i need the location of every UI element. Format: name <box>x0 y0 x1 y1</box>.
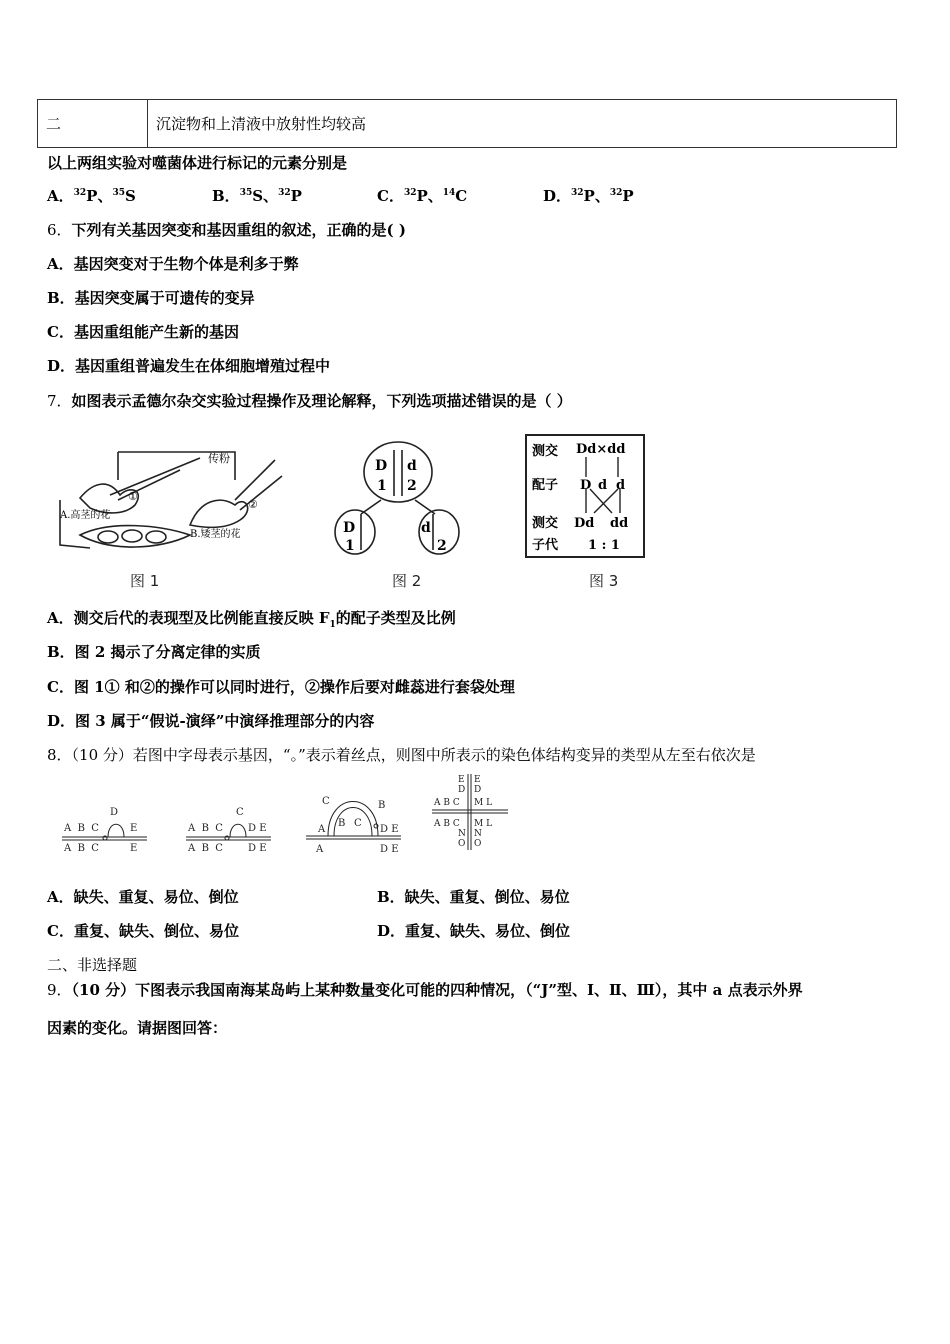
fig3-row2-label: 配子 <box>532 478 559 493</box>
q7-option-c: C．图 1① 和②的操作可以同时进行，②操作后要对雌蕊进行套袋处理 <box>47 678 515 696</box>
fig3-gamete-3: d <box>616 478 626 493</box>
fig1-label-b: B.矮茎的花 <box>190 529 241 540</box>
option-b: B．$^{35}$S、$^{32}$P <box>212 187 302 205</box>
section-heading: 二、非选择题 <box>47 956 138 974</box>
fig1-marker-1: ① <box>128 490 138 503</box>
q7-option-a: A．测交后代的表现型及比例能直接反映 $F_1$的配子类型及比例 <box>47 609 456 630</box>
q8-option-c: C．重复、缺失、倒位、易位 <box>47 922 239 940</box>
figure-3-testcross <box>524 433 648 559</box>
fig2-num-2: 2 <box>407 478 417 494</box>
fig2-num-1: 1 <box>377 478 387 494</box>
question-9-line1: 9．（10 分）下图表示我国南海某岛屿上某种数量变化可能的四种情况，（“J”型、Ⅰ、Ⅱ、Ⅲ），其中 a 点表示外界 <box>47 981 803 999</box>
figure-2-cell-division <box>333 440 463 558</box>
svg-text:D E: D E <box>248 843 267 854</box>
fig1-label-a: A.高茎的花 <box>60 510 111 521</box>
svg-text:B: B <box>378 800 386 811</box>
question-7: 7．如图表示孟德尔杂交实验过程操作及理论解释，下列选项描述错误的是（ ） <box>47 392 572 410</box>
q6-option-a: A．基因突变对于生物个体是利多于弊 <box>47 255 299 273</box>
q8-option-a: A．缺失、重复、易位、倒位 <box>47 888 239 906</box>
fig1-label-top: 传粉 <box>208 452 230 465</box>
fig3-gamete-2: d <box>598 478 608 493</box>
q6-option-b: B．基因突变属于可遗传的变异 <box>47 289 255 307</box>
svg-text:E: E <box>130 823 138 834</box>
svg-text:D: D <box>458 785 466 795</box>
svg-text:E: E <box>458 775 465 785</box>
svg-text:A B C: A B C <box>64 843 99 854</box>
svg-text:E: E <box>474 775 481 785</box>
figure-1-pollination <box>50 440 285 555</box>
q6-option-c: C．基因重组能产生新的基因 <box>47 323 239 341</box>
fig3-result-2: dd <box>610 516 629 531</box>
svg-text:D: D <box>110 807 119 818</box>
svg-text:A B C: A B C <box>188 823 223 834</box>
fig3-row3-label: 测交 <box>532 516 559 531</box>
fig3-row1-label: 测交 <box>532 444 559 459</box>
svg-text:D E: D E <box>380 844 399 855</box>
option-d: D．$^{32}$P、$^{32}$P <box>543 187 634 205</box>
fig2-top-left: D <box>375 458 388 474</box>
svg-text:N: N <box>474 829 482 839</box>
chromosome-diagram-2 <box>186 775 276 855</box>
fig2-bottom-left-num: 1 <box>345 538 355 554</box>
svg-text:A: A <box>318 824 326 835</box>
table-cell: 沉淀物和上清液中放射性均较高 <box>148 100 897 148</box>
svg-text:A B C: A B C <box>434 798 460 808</box>
chromosome-diagram-1 <box>62 775 152 855</box>
table-row <box>38 100 897 148</box>
option-c: C．$^{32}$P、$^{14}$C <box>377 187 468 205</box>
top-table <box>37 99 897 148</box>
question-8: 8．（10 分）若图中字母表示基因，“。”表示着丝点，则图中所表示的染色体结构变异的类型从左至右依次是 <box>47 746 756 764</box>
svg-text:D E: D E <box>248 823 267 834</box>
svg-text:D E: D E <box>380 824 399 835</box>
svg-text:N: N <box>458 829 466 839</box>
fig2-bottom-right-letter: d <box>421 520 431 536</box>
fig3-result-1: Dd <box>574 516 595 531</box>
q7-option-b: B．图 2 揭示了分离定律的实质 <box>47 643 261 661</box>
svg-text:O: O <box>474 839 482 849</box>
question-9-line2: 因素的变化。请据图回答： <box>47 1019 228 1037</box>
figure-1-caption: 图 1 <box>130 572 160 590</box>
fig1-marker-2: ② <box>248 498 258 511</box>
q6-option-d: D．基因重组普遍发生在体细胞增殖过程中 <box>47 357 331 375</box>
chromosome-diagram-4 <box>430 772 510 854</box>
question-intro: 以上两组实验对噬菌体进行标记的元素分别是 <box>47 154 348 172</box>
svg-text:M L: M L <box>474 819 493 829</box>
fig3-ratio: 1 : 1 <box>588 538 620 553</box>
svg-text:A B C: A B C <box>434 819 460 829</box>
svg-text:B: B <box>338 818 346 829</box>
svg-text:A B C: A B C <box>188 843 223 854</box>
fig3-row1-value: Dd×dd <box>576 442 626 457</box>
fig2-top-right: d <box>407 458 417 474</box>
fig2-bottom-right-num: 2 <box>437 538 447 554</box>
svg-text:A: A <box>316 844 324 855</box>
svg-text:M L: M L <box>474 798 493 808</box>
fig3-gamete-1: D <box>580 478 592 493</box>
fig3-row4-label: 子代 <box>532 538 559 553</box>
q7-option-d: D．图 3 属于“假说-演绎”中演绎推理部分的内容 <box>47 712 375 730</box>
chromosome-diagram-3 <box>306 770 406 860</box>
svg-text:E: E <box>130 843 138 854</box>
table-cell: 二 <box>38 100 148 148</box>
option-a: A．$^{32}$P、$^{35}$S <box>47 187 136 205</box>
svg-text:D: D <box>474 785 482 795</box>
svg-text:C: C <box>354 818 362 829</box>
svg-text:A B C: A B C <box>64 823 99 834</box>
svg-text:C: C <box>322 796 330 807</box>
figure-3-caption: 图 3 <box>589 572 619 590</box>
question-6: 6．下列有关基因突变和基因重组的叙述，正确的是( ) <box>47 221 406 239</box>
q8-option-b: B．缺失、重复、倒位、易位 <box>377 888 570 906</box>
svg-text:O: O <box>458 839 466 849</box>
svg-text:C: C <box>236 807 244 818</box>
figure-2-caption: 图 2 <box>392 572 422 590</box>
fig2-bottom-left-letter: D <box>343 520 356 536</box>
q8-option-d: D．重复、缺失、易位、倒位 <box>377 922 571 940</box>
